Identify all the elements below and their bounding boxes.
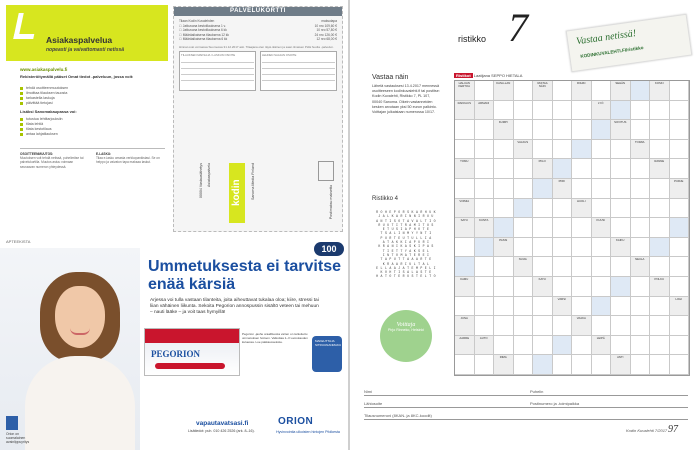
answer-cell[interactable] <box>475 277 495 297</box>
answer-cell[interactable] <box>572 120 592 140</box>
answer-cell[interactable] <box>611 199 631 219</box>
postal-field[interactable]: Postinumero ja -toimipaikka <box>530 401 580 406</box>
answer-cell[interactable] <box>572 101 592 121</box>
answer-cell[interactable] <box>611 140 631 160</box>
answer-cell[interactable] <box>592 140 612 160</box>
answer-cell[interactable] <box>533 218 553 238</box>
solution-line: H A T O T E R U S T E L T O <box>376 274 436 279</box>
answer-cell[interactable] <box>553 355 573 375</box>
answer-cell[interactable] <box>670 257 690 277</box>
answer-cell[interactable] <box>670 238 690 258</box>
clue-cell: POLKU <box>650 277 670 297</box>
winner-title: Voittaja <box>396 322 416 328</box>
clue-cell: KAMU <box>455 277 475 297</box>
answer-cell[interactable] <box>650 238 670 258</box>
solution-line: T I E T T Y A K S E L <box>382 248 430 253</box>
service-card-title: PALVELUKORTTI <box>174 7 342 16</box>
clue-cell: KATU <box>533 277 553 297</box>
answer-cell[interactable] <box>592 81 612 101</box>
answer-cell[interactable] <box>533 199 553 219</box>
clue-cell: LOHI <box>670 297 690 317</box>
page-number: 97 <box>668 424 678 435</box>
ad-body-copy: Arjessa voi tulla vastaan tilanteita, joita aiheuttavat tukalaa oloa; kiire, stressi tai liian vähäinen liikunta. Sekoita Pegorion annospussin sisältö veteen tai mehuun – nauti lääke – ja voit taas hymyillä! <box>150 298 319 315</box>
ad-headline: Ummetuksesta ei tarvitse enää kärsiä <box>148 258 341 293</box>
flavor-badge: MAKEUTTAJA SITRUUNANMAKU <box>312 336 342 372</box>
clue-cell: SATU <box>455 218 475 238</box>
solution-line: R O H E P O R S K A R H U K <box>376 210 436 214</box>
winner-badge <box>380 310 432 362</box>
answer-cell[interactable] <box>592 277 612 297</box>
answer-cell[interactable] <box>611 159 631 179</box>
ad-phone: Lisätiedot: puh. 010 426 2526 (ark. 8–16). <box>188 429 255 433</box>
service-banner <box>6 5 168 61</box>
clue-cell: KOSKI <box>650 81 670 101</box>
answer-cell[interactable] <box>514 81 534 101</box>
answer-cell[interactable] <box>650 101 670 121</box>
answer-cell[interactable] <box>494 140 514 160</box>
answer-cell[interactable] <box>670 120 690 140</box>
list-item: tutustua lehtitarjouksiin <box>20 117 160 122</box>
prev-solution-grid <box>370 210 442 306</box>
answer-cell[interactable] <box>533 179 553 199</box>
woman-photo <box>0 248 140 450</box>
pegorion-ad <box>0 236 348 450</box>
answer-cell[interactable] <box>494 179 514 199</box>
name-field[interactable]: Nimi <box>364 389 372 394</box>
answer-cell[interactable] <box>514 336 534 356</box>
answer-cell[interactable] <box>611 218 631 238</box>
answer-cell[interactable] <box>611 277 631 297</box>
answer-cell[interactable] <box>553 101 573 121</box>
section-number: 7 <box>508 5 528 50</box>
clue-cell: RIIHIN <box>572 81 592 101</box>
list-item: tilata lehtiä <box>20 122 160 127</box>
answer-cell[interactable] <box>533 355 553 375</box>
answer-cell[interactable] <box>592 316 612 336</box>
clue-cell: KANA-LAN <box>494 81 514 101</box>
form-row[interactable] <box>364 408 688 420</box>
prev-solution-title: Ristikko 4 <box>372 196 399 202</box>
clue-cell: PASSI <box>494 238 514 258</box>
answer-cell[interactable] <box>455 179 475 199</box>
answer-cell[interactable] <box>475 297 495 317</box>
payer-address-box[interactable]: TILAUKSEN MAKSAJA / LASKUN OSOITE <box>179 51 256 91</box>
post-line: Sanoma Media Finland <box>251 163 255 200</box>
answer-cell[interactable] <box>572 355 592 375</box>
answer-cell[interactable] <box>592 159 612 179</box>
answer-cell[interactable] <box>514 297 534 317</box>
crossword-label: Ristikot <box>456 73 471 78</box>
answer-cell[interactable] <box>572 257 592 277</box>
answer-cell[interactable] <box>533 316 553 336</box>
answer-cell[interactable] <box>514 101 534 121</box>
list-item: tarkastella laskuja <box>20 96 160 101</box>
clue-cell: RIMA <box>494 355 514 375</box>
answer-cell[interactable] <box>631 355 651 375</box>
answer-cell[interactable] <box>670 316 690 336</box>
subscription-field[interactable]: Tilausnumeroni (8KAN- ja 8KC-koodit) <box>364 413 432 418</box>
form-row[interactable] <box>364 396 688 408</box>
orion-tagline: Hyvinvointia ulkoisten hintojen Pfolkesta <box>276 430 340 434</box>
answer-cell[interactable] <box>650 257 670 277</box>
e-invoice-column <box>96 152 164 169</box>
answer-cell[interactable] <box>533 297 553 317</box>
key-flag-icon <box>6 416 18 430</box>
solution-line: A T A K K I A P U R I <box>382 240 430 245</box>
clue-cell: SEHÄN <box>611 81 631 101</box>
key-flag-text: Orion on suomalainen avainlippuyritys <box>6 432 30 444</box>
clue-cell: VAAKA <box>572 316 592 336</box>
winner-name: Pirjo Rinneko, Helsinki <box>388 328 424 332</box>
clue-cell: PURJE <box>670 179 690 199</box>
address-field[interactable]: Lähiosoite <box>364 401 383 406</box>
service-heading-1: Rekisteröitymällä pääset Omat tiedot -palveluun, jossa voit: <box>20 74 134 79</box>
answer-cell[interactable] <box>592 257 612 277</box>
option-row[interactable]: ☐ Jatkuvana kestotilauksena 1 v. 10 nro 109,60 € <box>179 23 337 28</box>
answer-cell[interactable] <box>514 355 534 375</box>
answer-cell[interactable] <box>533 120 553 140</box>
clue-cell: VARSI <box>553 297 573 317</box>
answer-cell[interactable] <box>650 316 670 336</box>
subscription-options <box>174 16 342 45</box>
answer-cell[interactable] <box>475 81 495 101</box>
service-heading-2: Lisäksi Sanomakaupassa voi: <box>20 109 77 114</box>
phone-field[interactable]: Puhelin <box>530 389 544 394</box>
solution-line: E T U S I A P H O T E <box>382 227 430 232</box>
recipient-address-box[interactable]: LEHDEN SAAJAN OSOITE <box>260 51 337 91</box>
banner-url: KODINKUVALEHTI.FI/ristikko <box>580 45 644 59</box>
answer-cell[interactable] <box>611 316 631 336</box>
form-row[interactable] <box>364 384 688 396</box>
column-text: Tilaa e-lasku omasta verkkopankistasi. Se on helppo ja vaivaton tapa maksaa laskut. <box>96 156 160 165</box>
answer-cell[interactable] <box>572 238 592 258</box>
answer-cell[interactable] <box>514 199 534 219</box>
answer-cell[interactable] <box>572 218 592 238</box>
solution-line: I N T O M A T E R E I <box>382 252 430 257</box>
answer-cell[interactable] <box>553 120 573 140</box>
clue-cell: NUIJA <box>514 257 534 277</box>
answer-cell[interactable] <box>514 238 534 258</box>
answer-cell[interactable] <box>494 297 514 317</box>
list-item: ilmoittaa tilauksen tauosta <box>20 91 160 96</box>
clue-cell: VAJAUS <box>514 140 534 160</box>
option-row[interactable]: ☐ Määräaikaisena tilauksena 6 kk 12 nro 68,00 € <box>179 37 337 42</box>
answer-cell[interactable] <box>631 120 651 140</box>
clue-cell: KUMPI <box>494 120 514 140</box>
answer-cell[interactable] <box>670 199 690 219</box>
answer-cell[interactable] <box>475 257 495 277</box>
clue-cell: HALUAN KERTOA <box>455 81 475 101</box>
list-item: tilata kestotilaus <box>20 127 160 132</box>
answer-cell[interactable] <box>670 218 690 238</box>
answer-cell[interactable] <box>553 218 573 238</box>
answer-cell[interactable] <box>592 238 612 258</box>
ad-fineprint: Pegorion -jauhe oraaliliuosta varten on tarkoitettu ummetuksen hoitoon. Vaikuttaa 1–3 vuorokauden kuluessa. Lue pakkausseloste. <box>242 332 308 344</box>
answer-cell[interactable] <box>572 297 592 317</box>
crossword-grid[interactable] <box>454 80 690 376</box>
answer-cell[interactable] <box>611 179 631 199</box>
answer-cell[interactable] <box>475 238 495 258</box>
solution-line: T A P U T T A A A R T E <box>380 257 432 262</box>
answer-cell[interactable] <box>475 355 495 375</box>
address-change-column <box>20 152 88 169</box>
list-item: antaa lahjatilauksen <box>20 132 160 137</box>
option-row[interactable]: ☐ Määräaikaisena tilauksena 12 kk 24 nro 126,00 € <box>179 32 337 37</box>
product-name: PEGORION <box>151 349 201 359</box>
solution-line: K O H T I S A L A S T E <box>380 270 432 275</box>
clue-cell: KUUSI <box>592 218 612 238</box>
answer-cell[interactable] <box>494 159 514 179</box>
solution-line: K R A A R I U L T A L <box>382 261 430 266</box>
answer-cell[interactable] <box>670 355 690 375</box>
kodin-logo: kodin <box>229 163 245 223</box>
answer-cell[interactable] <box>611 297 631 317</box>
section-word: ristikko <box>458 34 487 44</box>
solution-line: P U R T E U T U L L I A <box>380 235 432 240</box>
orion-logo: ORION <box>278 416 314 427</box>
answer-cell[interactable] <box>494 336 514 356</box>
clue-cell: RANNE <box>650 159 670 179</box>
solution-line: A N T I S O T A V A L T I O <box>376 218 436 223</box>
reply-address <box>179 153 339 228</box>
clue-cell: LEIPÄ <box>592 336 612 356</box>
list-item: päivittää tietojasi <box>20 101 160 106</box>
answer-cell[interactable] <box>670 336 690 356</box>
post-line: Asiakaspalvelu <box>207 163 211 187</box>
answer-cell[interactable] <box>475 316 495 336</box>
clue-cell: AUTO <box>475 336 495 356</box>
answer-cell[interactable] <box>533 101 553 121</box>
answer-cell[interactable] <box>455 297 475 317</box>
option-row[interactable]: Tilaan Kodin Kuvalehden maksutapa <box>179 19 337 23</box>
clue-cell: HUOLI <box>572 199 592 219</box>
page-footer: Kodin Kuvalehti 7/2017 <box>626 428 668 433</box>
answer-cell[interactable] <box>592 355 612 375</box>
answer-cell[interactable] <box>514 316 534 336</box>
answer-cell[interactable] <box>631 238 651 258</box>
answer-cell[interactable] <box>553 238 573 258</box>
answer-cell[interactable] <box>650 355 670 375</box>
answer-cell[interactable] <box>592 297 612 317</box>
answer-cell[interactable] <box>494 101 514 121</box>
clue-cell: KAIKU <box>611 238 631 258</box>
clue-cell: TOMU <box>455 159 475 179</box>
answer-cell[interactable] <box>475 120 495 140</box>
ad-label: APTEEKISTA <box>6 239 31 244</box>
answer-cell[interactable] <box>494 257 514 277</box>
check-icon <box>13 13 39 39</box>
answer-cell[interactable] <box>631 277 651 297</box>
answer-cell[interactable] <box>650 218 670 238</box>
clue-cell: LYÖ <box>592 101 612 121</box>
answer-cell[interactable] <box>553 199 573 219</box>
answer-cell[interactable] <box>553 81 573 101</box>
answer-cell[interactable] <box>650 179 670 199</box>
answer-cell[interactable] <box>455 257 475 277</box>
service-subtitle: nopeasti ja vaivattomasti netissä <box>46 47 125 53</box>
customer-service-section <box>0 0 172 235</box>
post-line: 00004 Vastauslähetys <box>199 163 203 199</box>
answer-cell[interactable] <box>475 140 495 160</box>
answer-cell[interactable] <box>592 120 612 140</box>
address-form <box>179 51 337 91</box>
answer-cell[interactable] <box>611 257 631 277</box>
option-row[interactable]: ☐ Jatkuvana kestotilauksena 6 kk 10 nro 57,80 € <box>179 28 337 33</box>
list-item: tehdä osoitteenmuutoksen <box>20 86 160 91</box>
solution-line: J A L K A R I N N I R U U <box>378 214 434 219</box>
100-badge: 100 <box>314 242 344 256</box>
service-list-1 <box>20 86 160 106</box>
card-note: Hinnat ovat voimassa Suomessa 31.12.2017 asti. Tilaajana olen täysi-ikäinen ja saan ilmaisen Pidä huolta -palvelun. <box>179 44 334 49</box>
answer-cell[interactable] <box>553 316 573 336</box>
service-url[interactable]: www.asiakaspalvelu.fi <box>20 67 68 72</box>
answer-cell[interactable] <box>494 199 514 219</box>
instructions-text: Lähetä vastauksesi 13.4.2017 mennessä osoitteeseen kodinkuvalehti.fi tai postitse: Kodin Kuvalehti, Ristikko 7, PL 107, 00040 Sanoma. Oikein vastanneiden kesken arvotaan yksi 50 euron palkinto. Voittajan julkaistaan numerossa 10/17. <box>372 84 440 115</box>
answer-cell[interactable] <box>670 140 690 160</box>
clue-cell: JUNA <box>455 316 475 336</box>
answer-cell[interactable] <box>494 277 514 297</box>
clue-cell: SOVITUS <box>611 120 631 140</box>
answer-cell[interactable] <box>572 277 592 297</box>
clue-cell: PIILO <box>533 159 553 179</box>
answer-cell[interactable] <box>553 159 573 179</box>
solution-line: K R A N I K A S K I P A S <box>378 244 434 249</box>
answer-cell[interactable] <box>455 355 475 375</box>
service-info-columns <box>20 148 165 169</box>
clue-cell: VASTAA NÄIN <box>533 81 553 101</box>
banner-title: Vastaa netissä! <box>575 27 637 48</box>
service-list-2 <box>20 117 160 137</box>
answer-cell[interactable] <box>514 120 534 140</box>
solution-line: R U U T I T R A M I T U S <box>378 222 434 227</box>
answer-cell[interactable] <box>631 297 651 317</box>
answer-cell[interactable] <box>650 336 670 356</box>
clue-cell: NEULA <box>631 257 651 277</box>
clue-cell: AARRE <box>455 336 475 356</box>
answer-cell[interactable] <box>475 159 495 179</box>
answer-cell[interactable] <box>631 101 651 121</box>
answer-cell[interactable] <box>455 238 475 258</box>
answer-cell[interactable] <box>572 159 592 179</box>
answer-cell[interactable] <box>631 81 651 101</box>
stamp-text: Postimaksu maksettu <box>328 185 333 220</box>
answer-cell[interactable] <box>650 120 670 140</box>
service-title: Asiakaspalvelua <box>46 35 113 45</box>
answer-cell[interactable] <box>553 140 573 160</box>
crossword-header <box>454 73 522 78</box>
answer-cell[interactable] <box>553 277 573 297</box>
entry-form <box>364 384 688 420</box>
answer-cell[interactable] <box>494 316 514 336</box>
service-card <box>173 6 343 232</box>
answer-cell[interactable] <box>514 218 534 238</box>
answer-cell[interactable] <box>533 257 553 277</box>
answer-cell[interactable] <box>631 159 651 179</box>
answer-cell[interactable] <box>455 140 475 160</box>
answer-cell[interactable] <box>670 81 690 101</box>
answer-cell[interactable] <box>533 140 553 160</box>
answer-cell[interactable] <box>631 199 651 219</box>
answer-cell[interactable] <box>533 238 553 258</box>
instructions <box>372 74 440 115</box>
answer-cell[interactable] <box>514 179 534 199</box>
product-box <box>144 328 240 376</box>
answer-cell[interactable] <box>650 199 670 219</box>
answer-cell[interactable] <box>514 277 534 297</box>
column-text: Muutoksen voit tehdä netissä, puhelimitse tai palvelukortilla. Muutos astuu voimaan seuraavan numeron yhteydessä. <box>20 156 84 169</box>
instructions-title: Vastaa näin <box>372 74 409 81</box>
column-title: E-LASKU: <box>96 152 112 156</box>
clue-cell: PIIRI <box>553 179 573 199</box>
clue-cell: ANTI <box>611 355 631 375</box>
answer-online-banner[interactable] <box>566 14 693 73</box>
clue-cell: VOIMIA <box>455 199 475 219</box>
answer-cell[interactable] <box>572 140 592 160</box>
answer-cell[interactable] <box>631 218 651 238</box>
crossword-author: Laatijana SEPPO HIETALA <box>473 73 523 78</box>
answer-cell[interactable] <box>553 336 573 356</box>
answer-cell[interactable] <box>611 336 631 356</box>
solution-line: E L L A A J A T E M P E L I <box>376 265 436 270</box>
answer-cell[interactable] <box>631 336 651 356</box>
ad-url[interactable]: vapautavatsasi.fi <box>196 420 249 427</box>
answer-cell[interactable] <box>670 101 690 121</box>
answer-cell[interactable] <box>455 120 475 140</box>
answer-cell[interactable] <box>572 179 592 199</box>
answer-cell[interactable] <box>494 218 514 238</box>
clue-cell: RAKKAUS <box>455 101 475 121</box>
answer-cell[interactable] <box>650 297 670 317</box>
answer-cell[interactable] <box>592 179 612 199</box>
stamp-box <box>318 161 334 181</box>
clue-cell: ARMANI <box>475 101 495 121</box>
answer-cell[interactable] <box>533 336 553 356</box>
answer-cell[interactable] <box>475 179 495 199</box>
answer-cell[interactable] <box>670 159 690 179</box>
column-title: OSOITTEENMUUTOS: <box>20 152 54 156</box>
answer-cell[interactable] <box>475 199 495 219</box>
answer-cell[interactable] <box>650 140 670 160</box>
clue-cell: KUNTA <box>475 218 495 238</box>
answer-cell[interactable] <box>631 316 651 336</box>
answer-cell[interactable] <box>514 159 534 179</box>
solution-line: T S A L I N M Y Y N T I <box>380 231 432 236</box>
answer-cell[interactable] <box>670 277 690 297</box>
answer-cell[interactable] <box>611 101 631 121</box>
answer-cell[interactable] <box>572 336 592 356</box>
right-page <box>350 0 696 450</box>
answer-cell[interactable] <box>592 199 612 219</box>
clue-cell: TOIMIA <box>631 140 651 160</box>
answer-cell[interactable] <box>553 257 573 277</box>
answer-cell[interactable] <box>631 179 651 199</box>
